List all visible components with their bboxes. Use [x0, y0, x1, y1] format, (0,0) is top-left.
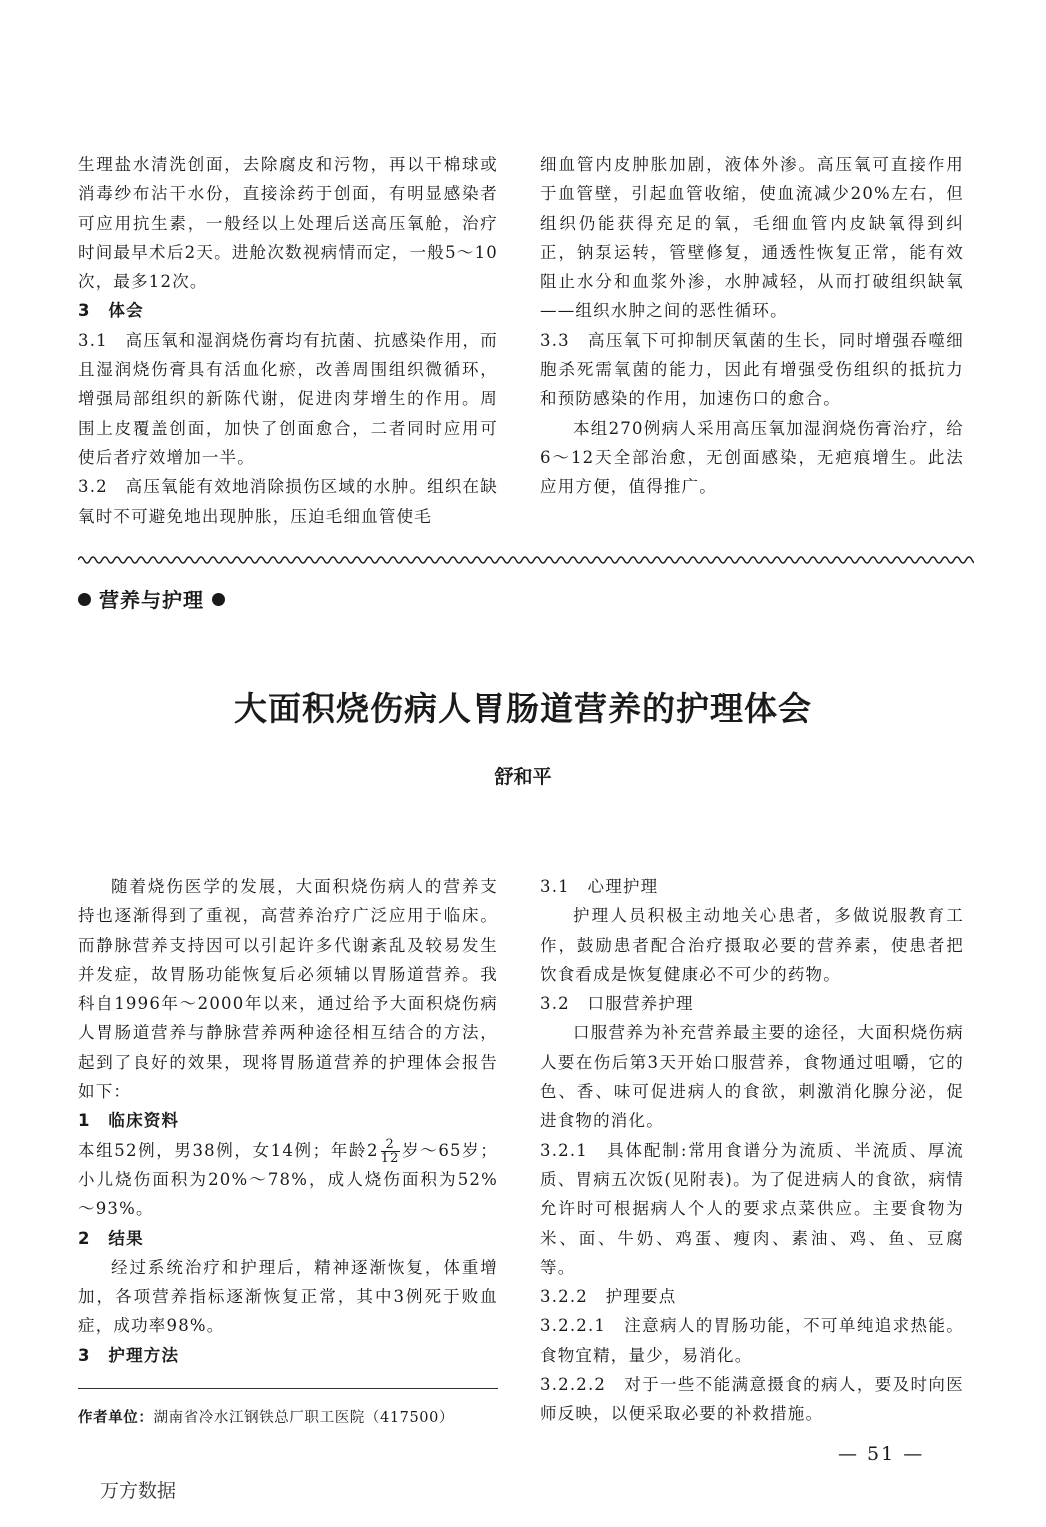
wavy-divider	[78, 552, 974, 568]
conclusion-paragraph: 本组270例病人采用高压氧加湿润烧伤膏治疗，给6～12天全部治愈，无创面感染，无疤痕增生。此法应用方便，值得推广。	[540, 418, 964, 497]
results-paragraph: 经过系统治疗和护理后，精神逐渐恢复，体重增加，各项营养指标逐渐恢复正常，其中3例死于败血症，成功率98%。	[78, 1257, 498, 1336]
heading-3-2-oral-nutrition: 3.2 口服营养护理	[540, 994, 694, 1014]
top-left-paragraph: 生理盐水清洗创面，去除腐皮和污物，再以干棉球或消毒纱布沾干水份，直接涂药于创面，有明显感染者可应用抗生素，一般经以上处理后送高压氧舱，治疗时间最早术后2天。进舱次数视病情而定，一般5～10次，最多12次。	[78, 155, 498, 292]
heading-3-experience: 3 体会	[78, 301, 144, 321]
paragraph-psychological-care: 护理人员积极主动地关心患者，多做说服教育工作，鼓励患者配合治疗摄取必要的营养素，使患者把饮食看成是恢复健康必不可少的药物。	[540, 906, 964, 984]
author-affiliation: 作者单位：湖南省冷水江钢铁总厂职工医院（417500）	[78, 1410, 455, 1426]
paragraph-3-3: 3.3 高压氧下可抑制厌氧菌的生长，同时增强吞噬细胞杀死需氧菌的能力，因此有增强受伤组织的抵抗力和预防感染的作用，加速伤口的愈合。	[540, 330, 964, 409]
paragraph-3-2-1: 3.2.1 具体配制:常用食谱分为流质、半流质、厚流质、胃病五次饭(见附表)。为了促进病人的食欲，病情允许时可根据病人个人的要求点菜供应。主要食物为米、面、牛奶、鸡蛋、瘦肉、素油、鸡、鱼、豆腐等。	[540, 1140, 964, 1277]
age-fraction: $\frac{2}{12}$	[380, 1136, 400, 1166]
paragraph-3-2: 3.2 高压氧能有效地消除损伤区域的水肿。组织在缺氧时不可避免地出现肿胀，压迫毛细血管使毛	[78, 477, 498, 526]
heading-3-nursing-methods: 3 护理方法	[78, 1345, 180, 1365]
paragraph-3-2-2-2: 3.2.2.2 对于一些不能满意摄食的病人，要及时向医师反映，以便采取必要的补救措施。	[540, 1375, 964, 1424]
paragraph-3-1: 3.1 高压氧和湿润烧伤膏均有抗菌、抗感染作用，而且湿润烧伤膏具有活血化瘀，改善周围组织微循环，增强局部组织的新陈代谢，促进肉芽增生的作用。周围上皮覆盖创面，加快了创面愈合，二者同时应用可使后者疗效增加一半。	[78, 330, 498, 467]
heading-1-clinical-data: 1 临床资料	[78, 1111, 180, 1131]
heading-3-1-psychological-care: 3.1 心理护理	[540, 877, 659, 896]
article-author: 舒和平	[494, 766, 552, 788]
top-left-column	[78, 150, 498, 531]
bottom-left-column	[78, 872, 498, 1370]
clinical-data-paragraph: 本组52例，男38例，女14例；年龄2 $\frac{2}{12}$ 岁～65岁；小儿烧伤面积为20%～78%，成人烧伤面积为52%～93%。	[78, 1136, 498, 1219]
bottom-right-column	[540, 872, 964, 1429]
article-title: 大面积烧伤病人胃肠道营养的护理体会	[234, 689, 812, 728]
footnote-rule	[78, 1388, 498, 1389]
bullet-icon	[78, 593, 91, 606]
bullet-icon	[212, 593, 225, 606]
paragraph-oral-nutrition: 口服营养为补充营养最主要的途径，大面积烧伤病人要在伤后第3天开始口服营养，食物通过咀嚼，它的色、香、味可促进病人的食欲，刺激消化腺分泌，促进食物的消化。	[540, 1023, 964, 1131]
paragraph-3-2-2-1: 3.2.2.1 注意病人的胃肠功能，不可单纯追求热能。食物宜精，量少，易消化。	[540, 1316, 964, 1365]
section-label-text: 营养与护理	[98, 588, 204, 612]
top-right-paragraph: 细血管内皮肿胀加剧，液体外渗。高压氧可直接作用于血管壁，引起血管收缩，使血流减少20%左右，但组织仍能获得充足的氧，毛细血管内皮缺氧得到纠正，钠泵运转，管壁修复，通透性恢复正常，能有效阻止水分和血浆外渗，水肿减轻，从而打破组织缺氧——组织水肿之间的恶性循环。	[540, 155, 964, 321]
heading-3-2-2: 3.2.2 护理要点	[540, 1287, 677, 1307]
watermark: 万方数据	[100, 1480, 177, 1502]
heading-2-results: 2 结果	[78, 1228, 144, 1248]
section-label	[78, 584, 225, 613]
top-right-column	[540, 150, 964, 502]
page-number: — 51 —	[838, 1443, 925, 1465]
intro-paragraph: 随着烧伤医学的发展，大面积烧伤病人的营养支持也逐渐得到了重视，高营养治疗广泛应用于临床。而静脉营养支持因可以引起许多代谢紊乱及较易发生并发症，故胃肠功能恢复后必须辅以胃肠道营养。我科自1996年～2000年以来，通过给予大面积烧伤病人胃肠道营养与静脉营养两种途径相互结合的方法，起到了良好的效果，现将胃肠道营养的护理体会报告如下：	[78, 877, 498, 1102]
